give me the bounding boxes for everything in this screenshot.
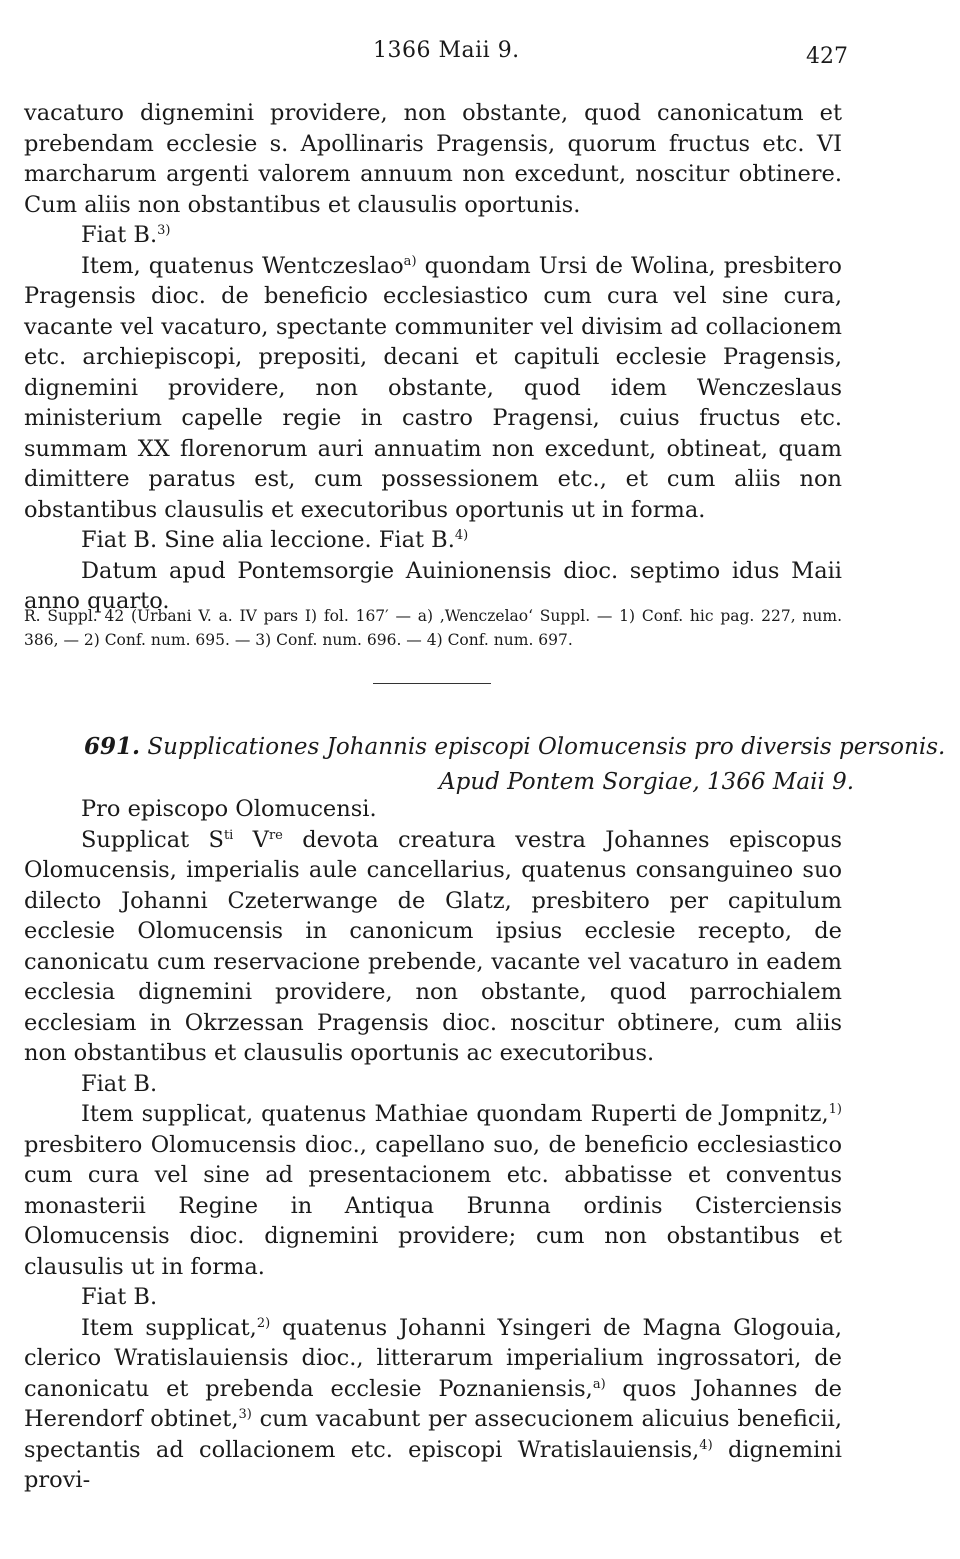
footnote-ref: a) xyxy=(592,1376,606,1392)
paragraph-text: quatenus Johanni Ysingeri de Magna Glogouia, clerico Wratislauiensis dioc., litterarum imperialium ingrossatori, de canonicatu et prebenda ecclesie Poznaniensis, xyxy=(24,1314,842,1402)
footnote-ref-num: 4 xyxy=(454,528,464,543)
footnote-ref: 3) xyxy=(238,1407,252,1422)
footnote-ref-num: 3 xyxy=(157,223,166,238)
paragraph-item-wentczeslao xyxy=(24,251,842,526)
entry-body xyxy=(24,794,842,1496)
footnote-ref-num: 3 xyxy=(238,1407,247,1422)
footnote-ref: 4) xyxy=(454,528,469,543)
footnote-ref-num: 2 xyxy=(256,1315,266,1331)
footnote-ref: 2) xyxy=(256,1315,271,1331)
running-header-date: 1366 Maii 9. xyxy=(373,38,520,63)
entry-title-text: Supplicationes Johannis episcopi Olomucensis pro diversis personis. xyxy=(147,734,946,760)
supplication-paragraph xyxy=(24,825,842,1069)
footnote-ref: 1) xyxy=(828,1102,842,1117)
fiat-line: Fiat B. xyxy=(81,1070,158,1097)
fiat-line xyxy=(24,525,842,556)
superscript: re xyxy=(268,827,283,843)
fiat-line: Fiat B. xyxy=(81,1284,158,1310)
paragraph-text: V xyxy=(233,826,269,853)
paragraph-text: Item supplicat, quatenus Mathiae quondam Ruperti de Jompnitz, xyxy=(81,1101,829,1127)
footnote-ref-num: 1 xyxy=(828,1102,837,1117)
paragraph-text: Item supplicat, xyxy=(81,1314,257,1341)
footnote-ref: a) xyxy=(403,253,417,269)
paragraph-text: devota creatura vestra Johannes episcopus Olomucensis, imperialis aule cancellarius, quatenus consanguineo suo dilecto Johanni Czeterwange de Glatz, presbitero per capitulum ecclesie Olomucensis in canonicum ipsius ecclesie recepto, de canonicatu cum reservacione prebende, vacante vel vacaturo in eadem ecclesia dignemini providere, non obstante, quod parrochialem ecclesiam in Okrzessan Pragensis dioc. noscitur obtinere, cum aliis non obstantibus et clausulis oportunis ac executoribus. xyxy=(24,826,842,1066)
entry-place-date: Apud Pontem Sorgiae, 1366 Maii 9. xyxy=(439,769,855,795)
paragraph-text: Supplicat S xyxy=(81,826,224,853)
paragraph-continuation: vacaturo dignemini providere, non obstante, quod canonicatum et prebendam ecclesie s. Apollinaris Pragensis, quorum fructus etc. VI marcharum argenti valorem annuum non excedunt, noscitur obtinere. Cum aliis non obstantibus et clausulis oportunis. xyxy=(24,100,842,218)
paragraph-text: Item, quatenus Wentczeslao xyxy=(81,252,404,279)
paragraph-text: cum vacabunt per assecucionem alicuius beneficii, spectantis ad collacionem etc. episcopi Wratislauiensis, xyxy=(24,1406,842,1463)
datum-line: Datum apud Pontemsorgie Auinionensis dioc. septimo idus Maii anno quarto. xyxy=(24,557,842,614)
entry-number: 691. xyxy=(84,733,141,760)
page-number: 427 xyxy=(806,44,848,69)
footnote-ref: 4) xyxy=(699,1437,713,1453)
footnote-ref-num: 4 xyxy=(699,1437,708,1453)
footnote-ref: 3) xyxy=(157,223,171,238)
paragraph-text: quondam Ursi de Wolina, presbitero Pragensis dioc. de beneficio ecclesiastico cum cura vel sine cura, vacante vel vacaturo, spectante communiter vel divisim ad collacionem etc. archiepiscopi, prepositi, decani et capituli ecclesie Pragensis, dignemini providere, non obstante, quod idem Wenczeslaus ministerium capelle regie in castro Pragensi, cuius fructus etc. summam XX florenorum auri annuatim non excedunt, obtineat, quam dimittere paratus est, cum possessionem etc., et cum aliis non obstantibus clausulis et executoribus oportunis ut in forma. xyxy=(24,252,842,523)
pro-line: Pro episcopo Olomucensi. xyxy=(81,796,377,822)
supplication-paragraph xyxy=(24,1099,842,1282)
fiat-line xyxy=(24,220,842,251)
continuation-block xyxy=(24,98,842,617)
fiat-text: Fiat B. xyxy=(81,222,158,248)
supplication-paragraph xyxy=(24,1313,842,1496)
fiat-text: Fiat B. Sine alia leccione. Fiat B. xyxy=(81,527,455,553)
paragraph-text: presbitero Olomucensis dioc., capellano suo, de beneficio ecclesiastico cum cura vel sine ad presentacionem etc. abbatisse et conventus monasterii Regine in Antiqua Brunna ordinis Cisterciensis Olomucensis dioc. dignemini providere; cum non obstantibus et clausulis ut in forma. xyxy=(24,1131,842,1280)
paragraph-text: quos Johannes de Herendorf obtinet, xyxy=(24,1375,843,1432)
section-divider xyxy=(373,683,491,684)
footnote-apparatus: R. Suppl. 42 (Urbani V. a. IV pars I) fol. 167′ — a) ‚Wenczelao‘ Suppl. — 1) Conf. hic pag. 227, num. 386, — 2) Conf. num. 695. — 3) Conf. num. 696. — 4) Conf. num. 697. xyxy=(24,607,842,649)
entry-heading xyxy=(84,733,945,760)
footnote-ref-letter: a xyxy=(592,1376,601,1392)
footnote-ref-letter: a xyxy=(403,253,412,269)
superscript: ti xyxy=(223,827,234,843)
paragraph-text: dignemini provi- xyxy=(24,1436,842,1493)
